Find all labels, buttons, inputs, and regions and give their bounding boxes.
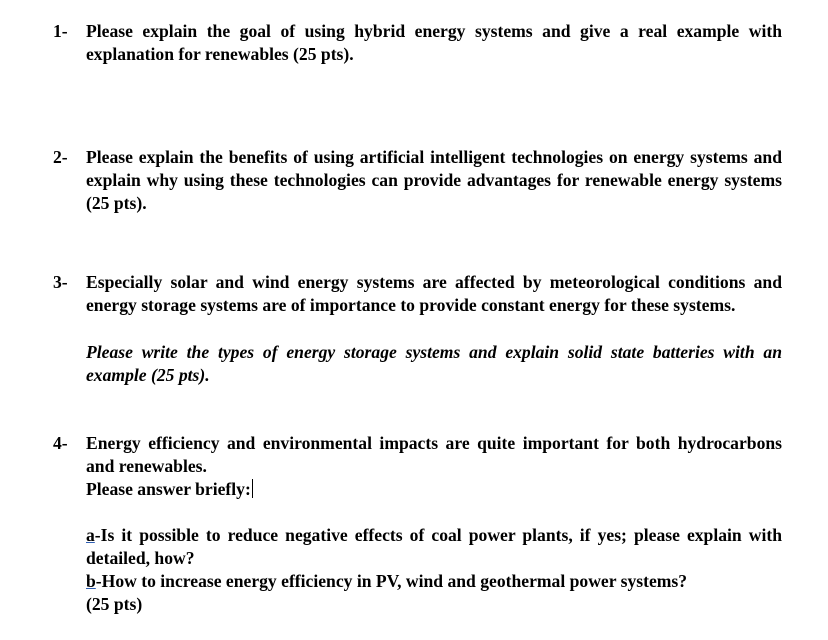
question-text: Please explain the goal of using hybrid energy systems and give a real example with explanation for renewables (25 pts). xyxy=(86,21,782,64)
sub-question-b-text: -How to increase energy efficiency in PV, wind and geothermal power systems? xyxy=(95,571,688,591)
question-number: 1- xyxy=(53,21,68,41)
question-2 xyxy=(53,146,782,215)
question-text: Please explain the benefits of using artificial intelligent technologies on energy systems and explain why using these technologies can provide advantages for renewable energy systems (25 pts). xyxy=(86,147,782,213)
question-number: 2- xyxy=(53,147,68,167)
instruction-text: Please answer briefly: xyxy=(86,479,251,499)
question-instruction[interactable] xyxy=(86,478,782,501)
question-3 xyxy=(53,271,782,387)
question-1 xyxy=(53,20,782,66)
sub-question-a-text: -Is it possible to reduce negative effects of coal power plants, if yes; please explain with detailed, how? xyxy=(86,525,782,568)
question-4 xyxy=(53,432,782,616)
sub-question-b xyxy=(86,570,782,593)
question-text: Energy efficiency and environmental impacts are quite important for both hydrocarbons and renewables. xyxy=(86,433,782,476)
sub-question-b-letter: b xyxy=(86,571,96,591)
question-text: Especially solar and wind energy systems are affected by meteorological conditions and energy storage systems are of importance to provide constant energy for these systems. xyxy=(86,272,782,315)
sub-question-a-letter: a xyxy=(86,525,95,545)
sub-question-a xyxy=(86,524,782,570)
question-points: (25 pts) xyxy=(86,594,143,614)
text-cursor xyxy=(252,479,253,498)
question-number: 3- xyxy=(53,272,68,292)
question-instruction-italic: Please write the types of energy storage systems and explain solid state batteries with an example (25 pts). xyxy=(86,342,782,385)
question-number: 4- xyxy=(53,433,68,453)
